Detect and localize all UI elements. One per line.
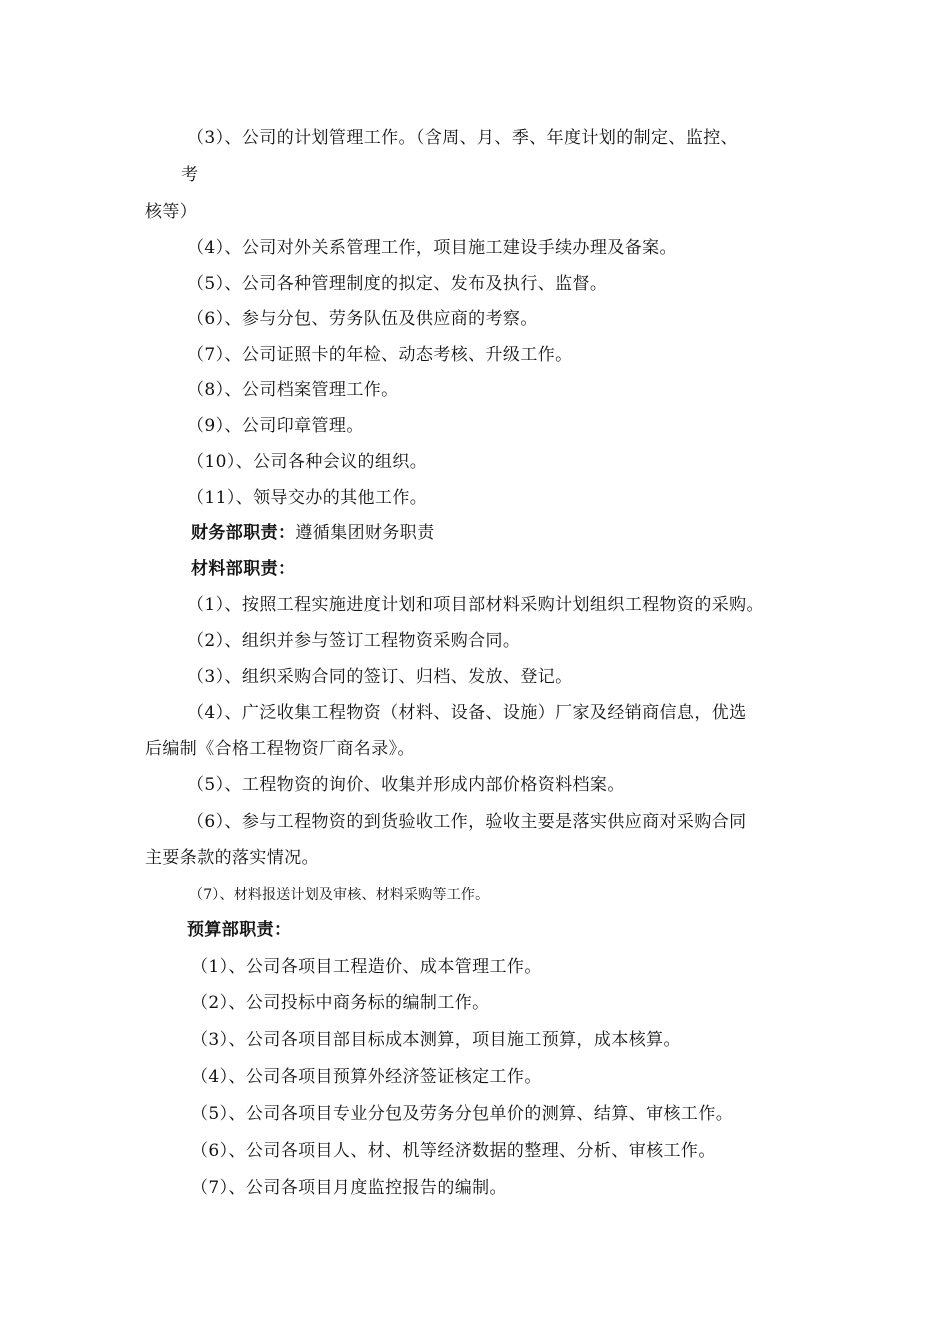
admin-item-5: （5）、公司各种管理制度的拟定、发布及执行、监督。: [187, 274, 608, 294]
admin-item-4: （4）、公司对外关系管理工作，项目施工建设手续办理及备案。: [187, 238, 677, 258]
materials-item-4-line-2: 后编制《合格工程物资厂商名录》。: [145, 739, 415, 759]
budget-item-2: （2）、公司投标中商务标的编制工作。: [191, 993, 490, 1013]
finance-text: 遵循集团财务职责: [295, 523, 435, 543]
admin-item-3-line-1: （3）、公司的计划管理工作。（含周、月、季、年度计划的制定、监控、: [187, 128, 739, 148]
materials-item-6-line-2: 主要条款的落实情况。: [145, 848, 319, 868]
budget-item-5: （5）、公司各项目专业分包及劳务分包单价的测算、结算、审核工作。: [191, 1104, 734, 1124]
admin-item-3-line-3: 核等）: [145, 202, 198, 222]
materials-item-3: （3）、组织采购合同的签订、归档、发放、登记。: [187, 667, 573, 687]
admin-item-10: （10）、公司各种会议的组织。: [187, 452, 428, 472]
admin-item-11: （11）、领导交办的其他工作。: [187, 488, 428, 508]
materials-heading: 材料部职责：: [191, 559, 296, 579]
materials-item-2: （2）、组织并参与签订工程物资采购合同。: [187, 631, 521, 651]
materials-item-4-line-1: （4）、广泛收集工程物资（材料、设备、设施）厂家及经销商信息，优选: [187, 703, 747, 723]
materials-item-1: （1）、按照工程实施进度计划和项目部材料采购计划组织工程物资的采购。: [187, 595, 764, 615]
materials-item-7: （7）、材料报送计划及审核、材料采购等工作。: [189, 887, 490, 903]
budget-item-6: （6）、公司各项目人、材、机等经济数据的整理、分析、审核工作。: [191, 1141, 716, 1161]
materials-item-6-line-1: （6）、参与工程物资的到货验收工作，验收主要是落实供应商对采购合同: [187, 812, 747, 832]
admin-item-7: （7）、公司证照卡的年检、动态考核、升级工作。: [187, 345, 573, 365]
budget-item-7: （7）、公司各项目月度监控报告的编制。: [191, 1178, 507, 1198]
admin-item-6: （6）、参与分包、劳务队伍及供应商的考察。: [187, 309, 538, 329]
admin-item-8: （8）、公司档案管理工作。: [187, 380, 399, 400]
budget-item-1: （1）、公司各项目工程造价、成本管理工作。: [191, 957, 542, 977]
budget-item-4: （4）、公司各项目预算外经济签证核定工作。: [191, 1067, 542, 1087]
materials-item-5: （5）、工程物资的询价、收集并形成内部价格资料档案。: [187, 775, 625, 795]
finance-heading: 财务部职责：: [191, 523, 296, 543]
budget-heading: 预算部职责：: [187, 920, 292, 940]
budget-item-3: （3）、公司各项目部目标成本测算，项目施工预算，成本核算。: [191, 1030, 681, 1050]
admin-item-3-line-2: 考: [181, 165, 199, 185]
finance-section: [191, 521, 435, 545]
admin-item-9: （9）、公司印章管理。: [187, 416, 364, 436]
